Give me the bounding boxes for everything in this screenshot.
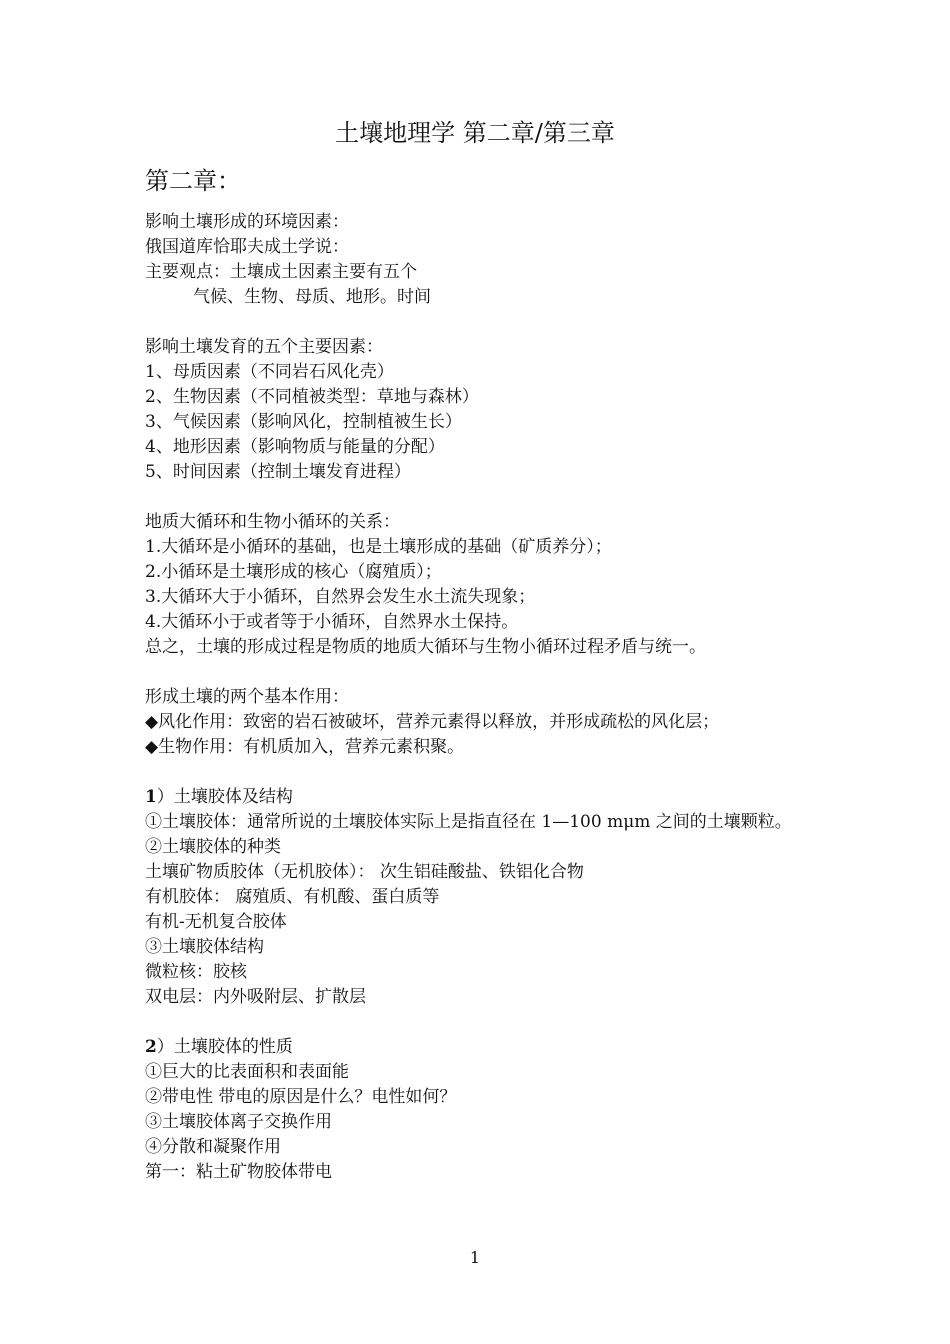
paragraph-gap <box>145 760 815 785</box>
text-line: ①巨大的比表面积和表面能 <box>145 1062 349 1082</box>
text-line: 俄国道库恰耶夫成土学说： <box>145 237 349 257</box>
text-line: ②带电性 带电的原因是什么？电性如何？ <box>145 1087 457 1107</box>
list-item: ◆生物作用：有机质加入，营养元素积聚。 <box>145 737 465 757</box>
paragraph-gap <box>145 485 815 510</box>
list-item: 4.大循环小于或者等于小循环，自然界水土保持。 <box>145 612 519 632</box>
list-item: 1、母质因素（不同岩石风化壳） <box>145 362 394 382</box>
text-line: 双电层：内外吸附层、扩散层 <box>145 987 366 1007</box>
list-item: 5、时间因素（控制土壤发育进程） <box>145 462 411 482</box>
definition-paragraph: ①土壤胶体：通常所说的土壤胶体实际上是指直径在 1—100 mμm 之间的土壤颗粒。 <box>145 812 792 832</box>
text-line: 第一：粘土矿物胶体带电 <box>145 1162 332 1182</box>
list-item: ◆风化作用：致密的岩石被破坏，营养元素得以释放，并形成疏松的风化层； <box>145 712 720 732</box>
chapter-heading: 第二章： <box>145 167 241 195</box>
section-heading-text: ）土壤胶体及结构 <box>156 787 293 807</box>
section-number: 1 <box>145 787 157 807</box>
text-line: ③土壤胶体离子交换作用 <box>145 1112 332 1132</box>
list-item: 4、地形因素（影响物质与能量的分配） <box>145 437 445 457</box>
paragraph-gap <box>145 310 815 335</box>
text-line: 微粒核：胶核 <box>145 962 247 982</box>
text-line: ②土壤胶体的种类 <box>145 837 281 857</box>
page-number: 1 <box>469 1248 481 1267</box>
text-line: ③土壤胶体结构 <box>145 937 264 957</box>
text-line: 有机-无机复合胶体 <box>145 912 287 932</box>
section-heading-text: ）土壤胶体的性质 <box>156 1037 293 1057</box>
text-line-indented: 气候、生物、母质、地形。时间 <box>193 287 431 307</box>
text-line: ④分散和凝聚作用 <box>145 1137 281 1157</box>
list-item: 2.小循环是土壤形成的核心（腐殖质）； <box>145 562 442 582</box>
section-heading: 形成土壤的两个基本作用： <box>145 687 349 707</box>
paragraph-gap <box>145 1010 815 1035</box>
page-title: 土壤地理学 第二章/第三章 <box>335 119 615 147</box>
section-heading: 影响土壤发育的五个主要因素： <box>145 337 383 357</box>
list-item: 2、生物因素（不同植被类型：草地与森林） <box>145 387 479 407</box>
paragraph-gap <box>145 660 815 685</box>
document-body <box>145 210 815 1185</box>
text-line: 土壤矿物质胶体（无机胶体）： 次生铝硅酸盐、铁铝化合物 <box>145 862 584 882</box>
list-item: 3、气候因素（影响风化，控制植被生长） <box>145 412 462 432</box>
section-heading <box>145 1035 815 1060</box>
text-line: 影响土壤形成的环境因素： <box>145 212 349 232</box>
list-item: 1.大循环是小循环的基础，也是土壤形成的基础（矿质养分）； <box>145 537 612 557</box>
list-item: 3.大循环大于小循环，自然界会发生水土流失现象； <box>145 587 536 607</box>
section-heading: 地质大循环和生物小循环的关系： <box>145 512 400 532</box>
section-number: 2 <box>145 1037 157 1057</box>
section-heading <box>145 785 815 810</box>
summary-line: 总之，土壤的形成过程是物质的地质大循环与生物小循环过程矛盾与统一。 <box>145 637 706 657</box>
text-line: 主要观点：土壤成土因素主要有五个 <box>145 262 417 282</box>
text-line: 有机胶体： 腐殖质、有机酸、蛋白质等 <box>145 887 440 907</box>
